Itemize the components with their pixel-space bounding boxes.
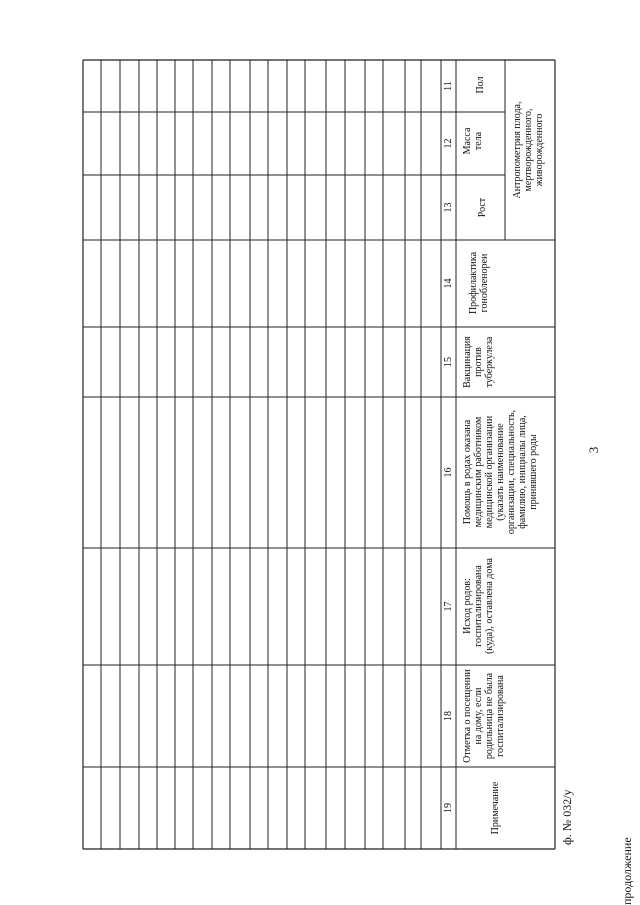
col-header-sex: Пол	[474, 76, 486, 94]
col-number-16: 16	[443, 467, 454, 478]
col-header-body-mass: Масса тела	[462, 127, 484, 155]
col-number-14: 14	[443, 278, 454, 289]
col-header-notes: Примечание	[490, 781, 501, 835]
col-number-12: 12	[443, 138, 454, 149]
col-number-13: 13	[443, 202, 454, 213]
col-number-19: 19	[443, 803, 454, 813]
col-header-delivery-assistance: Помощь в родах оказана медицинским работником медицинской организации (указать наименование организации, специальность, фамилию, инициалы лица, принявшего роды	[462, 409, 539, 535]
page-number: 3	[586, 446, 601, 454]
col-number-17: 17	[443, 601, 454, 612]
col-header-birth-outcome: Исход родов: госпитализирована (куда), оставлена дома	[462, 558, 495, 654]
form-number: ф. № 032/у	[560, 789, 574, 845]
group-header-anthropometry: Антропометрия плода, мертворожденного, живорожденного	[512, 101, 545, 199]
continuation-label: продолжение	[620, 837, 634, 905]
col-header-tb-vaccination: Вакцинация против туберкулеза	[462, 336, 495, 388]
col-number-15: 15	[443, 357, 454, 367]
col-number-18: 18	[443, 711, 454, 721]
col-header-home-visit: Отметка о посещении на дому, если родильница не была госпитализирована	[462, 669, 506, 763]
col-header-gonoblennorrhea: Профилактика гонобленореи	[468, 251, 490, 315]
col-number-11: 11	[443, 81, 454, 91]
col-header-height: Рост	[476, 197, 488, 218]
